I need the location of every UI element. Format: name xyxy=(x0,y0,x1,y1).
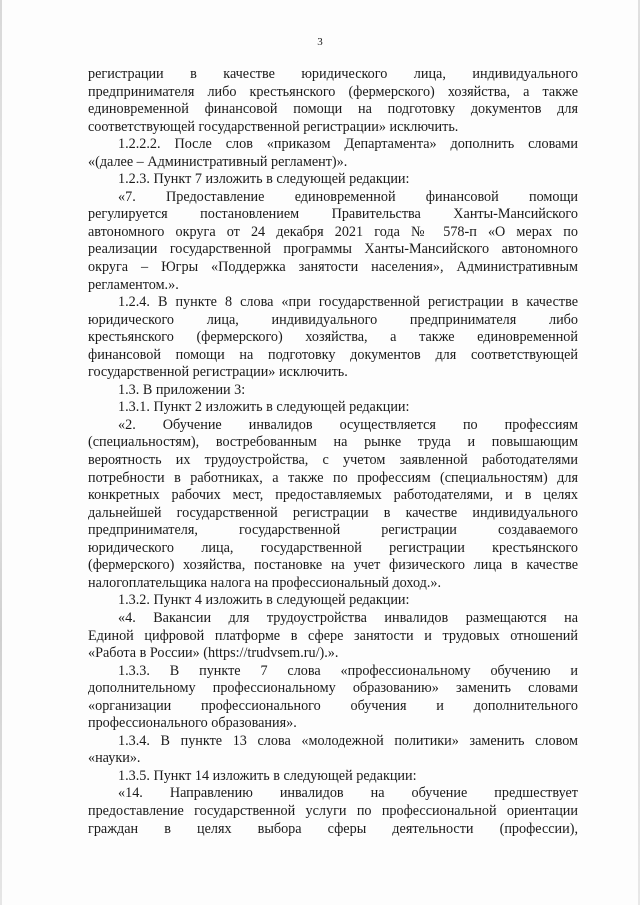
text-line: вероятность их трудоустройства, с учетом заявленной работодателями xyxy=(88,452,578,469)
text-line: (специальностям), востребованным на рынке труда и повышающим xyxy=(88,434,578,451)
text-line: потребности в работниках, а также по профессиям (специальностям) для xyxy=(88,469,578,486)
text-line: «(далее – Административный регламент)». xyxy=(88,153,348,170)
text-line: 1.3.1. Пункт 2 изложить в следующей редакции: xyxy=(118,399,410,416)
text-line: государственной регистрации» исключить. xyxy=(88,364,348,381)
text-line: граждан в целях выбора сферы деятельности (профессии), xyxy=(88,820,578,837)
text-line: регулируется постановлением Правительства Ханты-Мансийского xyxy=(88,206,578,223)
page-number: 3 xyxy=(317,36,323,48)
text-line: «науки». xyxy=(88,750,141,767)
text-line: регистрации в качестве юридического лица, индивидуального xyxy=(88,66,578,82)
text-line: предоставление государственной услуги по профессиональной ориентации xyxy=(88,802,578,819)
text-line: предпринимателя, государственной регистрации создаваемого xyxy=(88,522,578,539)
text-line: дополнительному профессиональному образованию» заменить словами xyxy=(88,680,578,697)
text-line: «4. Вакансии для трудоустройства инвалидов размещаются на xyxy=(118,609,578,626)
text-line: «организации профессионального обучения и дополнительного xyxy=(88,697,578,714)
text-line: налогоплательщика налога на профессиональный доход.». xyxy=(88,574,442,591)
text-line: 1.3.4. В пункте 13 слова «молодежной политики» заменить словом xyxy=(118,732,578,749)
text-line: автономного округа от 24 декабря 2021 года № 578-п «О мерах по xyxy=(88,223,578,240)
text-line: 1.3. В приложении 3: xyxy=(118,381,246,398)
text-line: «Работа в России» (https://trudvsem.ru/).». xyxy=(88,645,339,662)
text-line: конкретных рабочих мест, предоставляемых работодателями, и в целях xyxy=(88,487,578,504)
text-line: юридического лица, государственной регистрации крестьянского xyxy=(88,539,578,556)
text-line: 1.2.3. Пункт 7 изложить в следующей редакции: xyxy=(118,171,410,188)
scan-edge-left xyxy=(0,0,2,905)
text-line: 1.3.2. Пункт 4 изложить в следующей редакции: xyxy=(118,592,410,609)
text-line: единовременной финансовой помощи на подготовку документов для xyxy=(88,101,578,118)
text-line: округа – Югры «Поддержка занятости населения», Административным xyxy=(88,259,578,276)
text-line: Единой цифровой платформе в сфере занятости и трудовых отношений xyxy=(88,627,578,644)
text-line: дальнейшей государственной регистрации в качестве индивидуального xyxy=(88,504,578,521)
text-line: 1.2.2.2. После слов «приказом Департамента» дополнить словами xyxy=(118,136,578,153)
text-line: финансовой помощи на подготовку документов для соответствующей xyxy=(88,346,578,363)
text-line: предпринимателя либо крестьянского (фермерского) хозяйства, а также xyxy=(88,83,578,100)
text-line: «7. Предоставление единовременной финансовой помощи xyxy=(118,188,578,205)
text-line: реализации государственной программы Ханты-Мансийского автономного xyxy=(88,241,578,258)
text-line: профессионального образования». xyxy=(88,715,297,732)
document-body xyxy=(88,66,578,838)
text-line: «14. Направлению инвалидов на обучение предшествует xyxy=(118,785,578,802)
text-line: 1.2.4. В пункте 8 слова «при государственной регистрации в качестве xyxy=(118,294,578,311)
text-line: 1.3.3. В пункте 7 слова «профессиональному обучению и xyxy=(118,662,578,679)
text-line: регламентом.». xyxy=(88,276,179,293)
text-line: юридического лица, индивидуального предпринимателя либо xyxy=(88,311,578,328)
text-line: соответствующей государственной регистрации» исключить. xyxy=(88,118,459,135)
text-line: «2. Обучение инвалидов осуществляется по профессиям xyxy=(118,416,578,433)
text-line: крестьянского (фермерского) хозяйства, а также единовременной xyxy=(88,329,578,346)
text-line: 1.3.5. Пункт 14 изложить в следующей редакции: xyxy=(118,767,417,784)
text-line: (фермерского) хозяйства, постановке на учет физического лица в качестве xyxy=(88,557,578,574)
